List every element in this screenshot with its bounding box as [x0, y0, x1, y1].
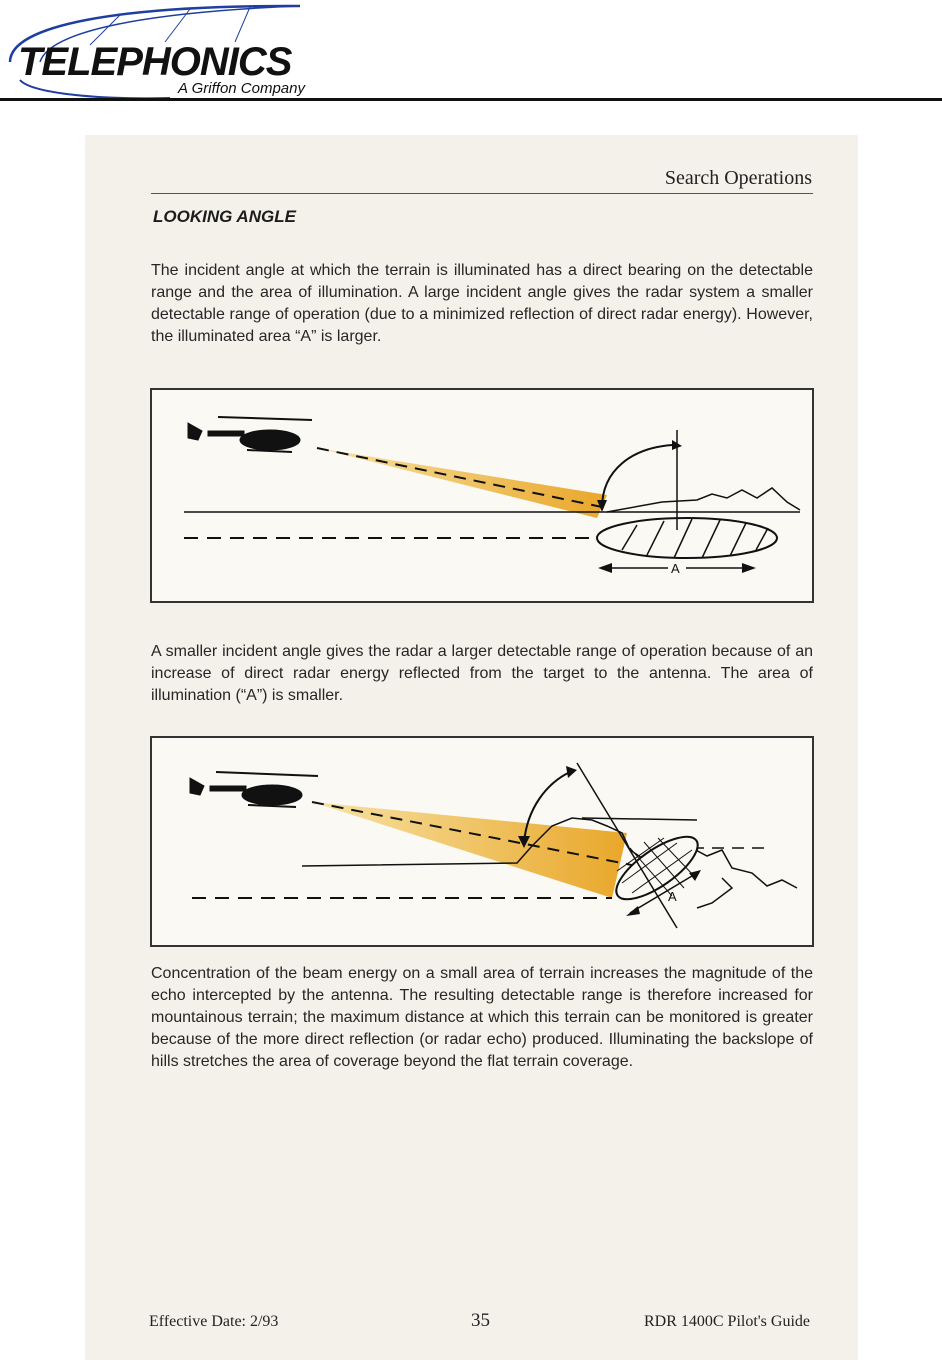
page-number: 35 — [471, 1310, 490, 1331]
figure1-area-label: A — [671, 561, 680, 576]
paragraph-small-angle: A smaller incident angle gives the radar a larger detectable range of operation because of an increase of direct radar energy reflected from the target to the antenna. The area of illumination (“A”) is smaller. — [151, 643, 813, 704]
page-heading: LOOKING ANGLE — [153, 207, 296, 226]
section-divider — [151, 193, 813, 194]
header-divider — [0, 98, 942, 101]
figure-small-incident-angle — [150, 736, 814, 947]
radar-beam — [317, 448, 607, 518]
guide-title: RDR 1400C Pilot's Guide — [643, 1313, 810, 1330]
paragraph-beam-concentration: Concentration of the beam energy on a small area of terrain increases the magnitude of the echo intercepted by the antenna. The resulting detectable range is therefore increased for mountainous terrain; the maximum distance at which this terrain can be monitored is greater because of the more direct reflection (or radar echo) produced. Illuminating the backslope of hills stretches the area of coverage beyond the flat terrain coverage. — [151, 965, 813, 1070]
illuminated-area — [597, 518, 777, 558]
paragraph-large-angle: The incident angle at which the terrain is illuminated has a direct bearing on the detectable range and the area of illumination. A large incident angle gives the radar system a smaller detectable range of operation (due to a minimized reflection of direct radar energy). However, the illuminated area “A” is larger. — [151, 262, 813, 345]
helicopter-icon — [190, 772, 318, 807]
figure-large-incident-angle — [150, 388, 814, 603]
brand-tagline: A Griffon Company — [178, 80, 305, 97]
figure2-area-label: A — [668, 889, 677, 904]
brand-wordmark: TELEPHONICS — [18, 40, 292, 84]
section-title: Search Operations — [664, 167, 812, 189]
manual-page — [85, 135, 858, 1360]
radar-beam — [312, 802, 627, 898]
helicopter-icon — [188, 417, 312, 452]
effective-date: Effective Date: 2/93 — [149, 1313, 279, 1330]
telephonics-logo — [0, 0, 380, 100]
